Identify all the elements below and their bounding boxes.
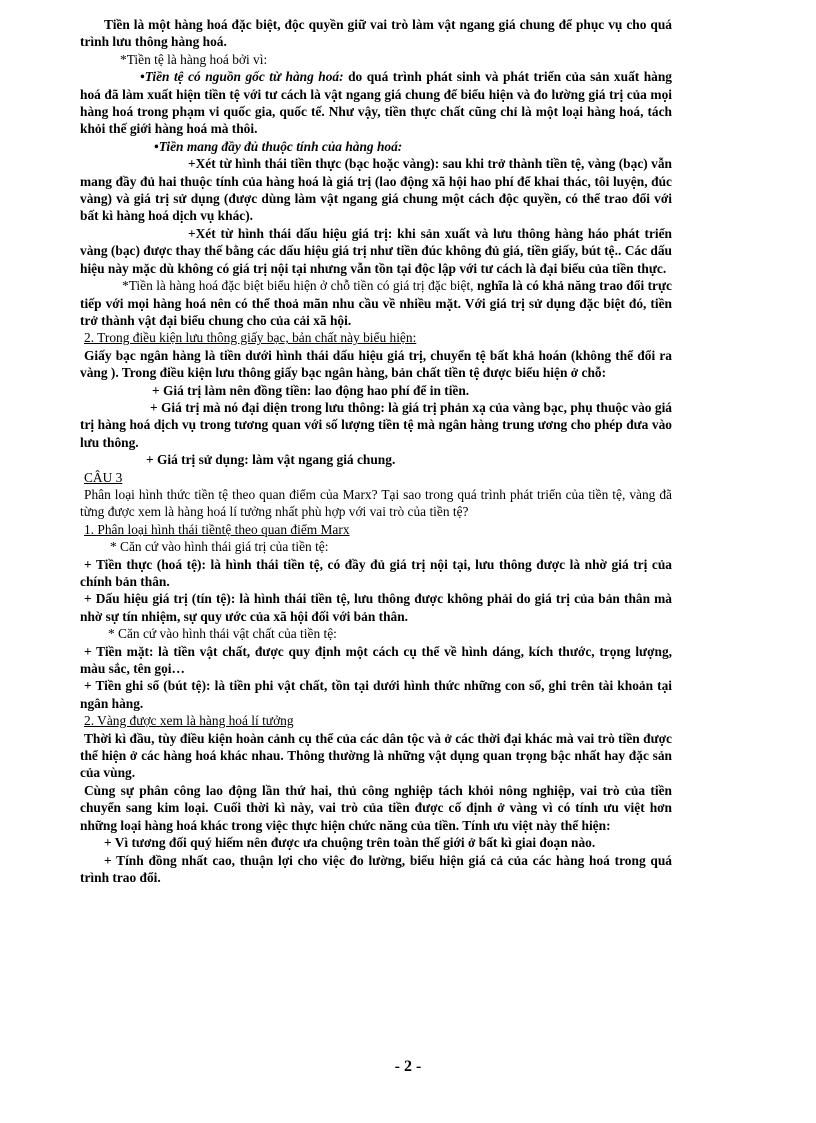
paragraph — [80, 68, 672, 138]
paragraph: Tiền là một hàng hoá đặc biệt, độc quyền giữ vai trò làm vật ngang giá chung để phục vụ cho quá trình lưu thông hàng hoá. — [80, 17, 672, 50]
paragraph-lead: *Tiền là hàng hoá đặc biệt biểu hiện ở chỗ tiền có giá trị đặc biệt, — [122, 278, 474, 294]
paragraph: + Dấu hiệu giá trị (tín tệ): là hình thái tiền tệ, lưu thông được không phải do giá trị của bản thân mà nhờ sự tín nhiệm, sự quy ước của xã hội đối với bản thân. — [80, 591, 672, 624]
paragraph: +Xét từ hình thái dấu hiệu giá trị: khi sản xuất và lưu thông hàng háo phát triển vàng (bạc) được thay thế bằng các dấu hiệu giá trị như tiền đúc không đủ giá, tiền giấy, bút tệ.. Các dấu hiệu này mặc dù không có giá trị nội tại nhưng vẫn tồn tại độc lập với tư cách là đại biểu của tiền thực. — [80, 225, 672, 276]
paragraph-text: nghĩa là có khả năng trao đổi trực tiếp với mọi hàng hoá nên có thể thoả mãn nhu cầu về nhiều mặt. Với giá trị sử dụng đặc biệt đó, tiền trở thành vật đại biểu chung cho của cải xã hội. — [80, 278, 672, 328]
paragraph-text: do quá trình phát sinh và phát triển của sản xuất hàng hoá đã làm xuất hiện tiền tệ với tư cách là vật ngang giá chung để biểu hiện và đo lường giá trị của mọi hàng hoá trong phạm vi quốc gia, quốc tế. Như vậy, tiền thực chất cũng chỉ là một loại hàng hoá, tách khỏi thế giới hàng hoá mà thôi. — [80, 69, 672, 137]
paragraph-lead: •Tiền tệ có nguồn gốc từ hàng hoá: — [140, 69, 344, 85]
paragraph: * Căn cứ vào hình thái giá trị của tiền tệ: — [110, 539, 329, 555]
paragraph: * Căn cứ vào hình thái vật chất của tiền tệ: — [108, 626, 337, 642]
page-number: - 2 - — [394, 1058, 422, 1075]
paragraph: + Giá trị mà nó đại diện trong lưu thông: là giá trị phản xạ của vàng bạc, phụ thuộc vào giá trị hàng hoá dịch vụ trong tương quan với số lượng tiền tệ mà ngân hàng trung ương cho phép đưa vào lưu thông. — [80, 399, 672, 450]
paragraph: + Tiền ghi sổ (bút tệ): là tiền phi vật chất, tồn tại dưới hình thức những con số, ghi trên tài khoản tại ngân hàng. — [80, 678, 672, 711]
section-heading: 2. Trong điều kiện lưu thông giấy bạc, bản chất này biểu hiện: — [84, 330, 417, 346]
paragraph — [80, 277, 672, 329]
section-heading: CÂU 3 — [84, 469, 123, 485]
paragraph: Phân loại hình thức tiền tệ theo quan điểm của Marx? Tại sao trong quá trình phát triển của tiền tệ, vàng đã từng được xem là hàng hoá lí tưởng nhất phù hợp với vai trò của tiền tệ? — [80, 486, 672, 520]
paragraph: + Tính đồng nhất cao, thuận lợi cho việc đo lường, biểu hiện giá cả của các hàng hoá trong quá trình trao đổi. — [80, 852, 672, 885]
section-heading: 1. Phân loại hình thái tiềntệ theo quan điểm Marx — [84, 521, 350, 537]
paragraph: + Vì tương đối quý hiếm nên được ưa chuộng trên toàn thế giới ở bất kì giai đoạn nào. — [104, 835, 596, 851]
paragraph: *Tiền tệ là hàng hoá bởi vì: — [120, 51, 268, 67]
paragraph: + Giá trị sử dụng: làm vật ngang giá chung. — [146, 452, 396, 468]
document-body — [80, 16, 672, 886]
paragraph: •Tiền mang đầy đủ thuộc tính của hàng hoá: — [154, 138, 403, 154]
paragraph: + Tiền thực (hoá tệ): là hình thái tiền tệ, có đầy đủ giá trị nội tại, lưu thông được là nhờ giá trị của chính bản thân. — [80, 556, 672, 589]
paragraph: Cùng sự phân công lao động lần thứ hai, thủ công nghiệp tách khỏi nông nghiệp, vai trò của tiền chuyển sang kim loại. Cuối thời kì này, vai trò của tiền được cố định ở vàng vì có tính ưu việt hơn những loại hàng hoá khác trong việc thực hiện chức năng của tiền. Tính ưu việt này thể hiện: — [80, 782, 672, 833]
paragraph: + Giá trị làm nên đồng tiền: lao động hao phí để in tiền. — [152, 382, 470, 398]
paragraph: Giấy bạc ngân hàng là tiền dưới hình thái dấu hiệu giá trị, chuyển tệ bất khả hoán (không thể đổi ra vàng ). Trong điều kiện lưu thông giấy bạc ngân hàng, bản chất tiền tệ được biểu hiện ở chỗ: — [80, 347, 672, 381]
paragraph: Thời kì đầu, tùy điều kiện hoàn cảnh cụ thể của các dân tộc và ở các thời đại khác mà vai trò tiền được thể hiện ở các hàng hoá khác nhau. Thông thường là những vật dụng quan trọng bậc nhất hay đặc sản của vùng. — [80, 730, 672, 781]
section-heading: 2. Vàng được xem là hàng hoá lí tưởng — [84, 713, 294, 729]
paragraph: +Xét từ hình thái tiền thực (bạc hoặc vàng): sau khi trở thành tiền tệ, vàng (bạc) vẫn mang đầy đủ hai thuộc tính của hàng hoá là giá trị (lao động xã hội hao phí để khai thác, tôi luyện, đúc vàng) và giá trị sử dụng (được dùng làm vật ngang giá chung một cách độc quyền, có thể trao đổi với bất kì hàng hoá dịch vụ khác). — [80, 156, 672, 224]
paragraph: + Tiền mặt: là tiền vật chất, được quy định một cách cụ thể về hình dáng, kích thước, trọng lượng, màu sắc, tên gọi… — [80, 643, 672, 677]
